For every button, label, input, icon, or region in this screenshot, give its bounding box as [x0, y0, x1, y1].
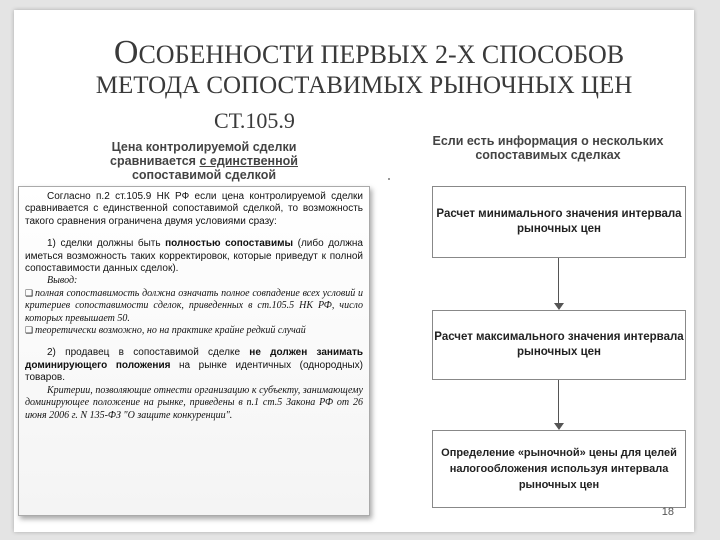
arrow-down-icon — [554, 423, 564, 430]
paragraph-2-b: полностью сопоставимы — [165, 238, 294, 250]
step-2-text: Расчет максимального значения интервала рыночных цен — [434, 331, 684, 358]
paragraph-1: Согласно п.2 ст.105.9 НК РФ если цена контролируемой сделки сравнивается с единственной сопоставимой сделкой, то возможность такого сравнения ограничена двумя условиями сразу: — [25, 191, 363, 227]
dot — [388, 178, 390, 180]
bullet-1 — [25, 288, 363, 325]
title-line-3: СТ.105.9 — [214, 108, 295, 133]
left-heading-part2: сопоставимой сделкой — [131, 168, 277, 182]
step-box-2 — [432, 310, 686, 380]
left-heading-underlined: с единственной — [199, 154, 298, 168]
checkbox-bullet-icon: ❑ — [25, 326, 34, 337]
step-box-1 — [432, 186, 686, 258]
paragraph-2-a: 1) сделки должны быть — [47, 238, 166, 250]
paragraph-3-a: 2) продавец в сопоставимой сделке — [47, 347, 250, 359]
slide — [14, 10, 694, 532]
checkbox-bullet-icon: ❑ — [25, 288, 34, 299]
arrow-line-1 — [558, 258, 559, 304]
arrow-down-icon — [554, 303, 564, 310]
paragraph-3-c: на рынке идентичных (однородных) товаров. — [25, 359, 363, 384]
step-box-3 — [432, 430, 686, 508]
bullet-1-text: полная сопоставимость должна означать полное совпадение всех условий и критериев сопоставимости сделок, приведенных в ст.105.5 НК РФ, число которых превышает 50. — [25, 287, 363, 324]
paragraph-3 — [25, 347, 363, 384]
conclusion-label: Вывод: — [47, 275, 78, 287]
paragraph-2 — [25, 238, 363, 275]
text-box — [18, 186, 370, 516]
left-heading-part1: Цена контролируемой сделки сравнивается — [110, 140, 297, 168]
paragraph-2-c: (либо должна иметься возможность таких корректировок, которые приведут к полной сопоставимости данных сделок). — [25, 238, 363, 275]
arrow-line-2 — [558, 380, 559, 424]
slide-number: 18 — [661, 506, 674, 518]
criteria: Критерии, позволяющие отнести организацию к субъекту, занимающему доминирующее положение на рынке, приведены в п.1 ст.5 Закона РФ от 26 июня 2006 г. N 135-ФЗ "О защите конкуренции". — [25, 384, 363, 421]
bullet-2-text: теоретически возможно, но на практике крайне редкий случай — [35, 325, 306, 337]
title-initial: О — [113, 34, 139, 71]
paragraph-3-b: не должен занимать доминирующего положения — [25, 347, 363, 371]
left-heading — [74, 140, 334, 182]
step-3-text: Определение «рыночной» цены для целей налогообложения используя интервала рыночных цен — [441, 447, 677, 491]
bullet-2 — [25, 325, 363, 337]
step-1-text: Расчет минимального значения интервала рыночных цен — [436, 208, 682, 235]
title-line-2: МЕТОДА СОПОСТАВИМЫХ РЫНОЧНЫХ ЦЕН — [95, 72, 633, 99]
title-line-1-rest: СОБЕННОСТИ ПЕРВЫХ 2-Х СПОСОБОВ — [138, 40, 625, 69]
title-line-1 — [44, 34, 694, 72]
right-heading: Если есть информация о нескольких сопоставимых сделках — [432, 134, 664, 162]
